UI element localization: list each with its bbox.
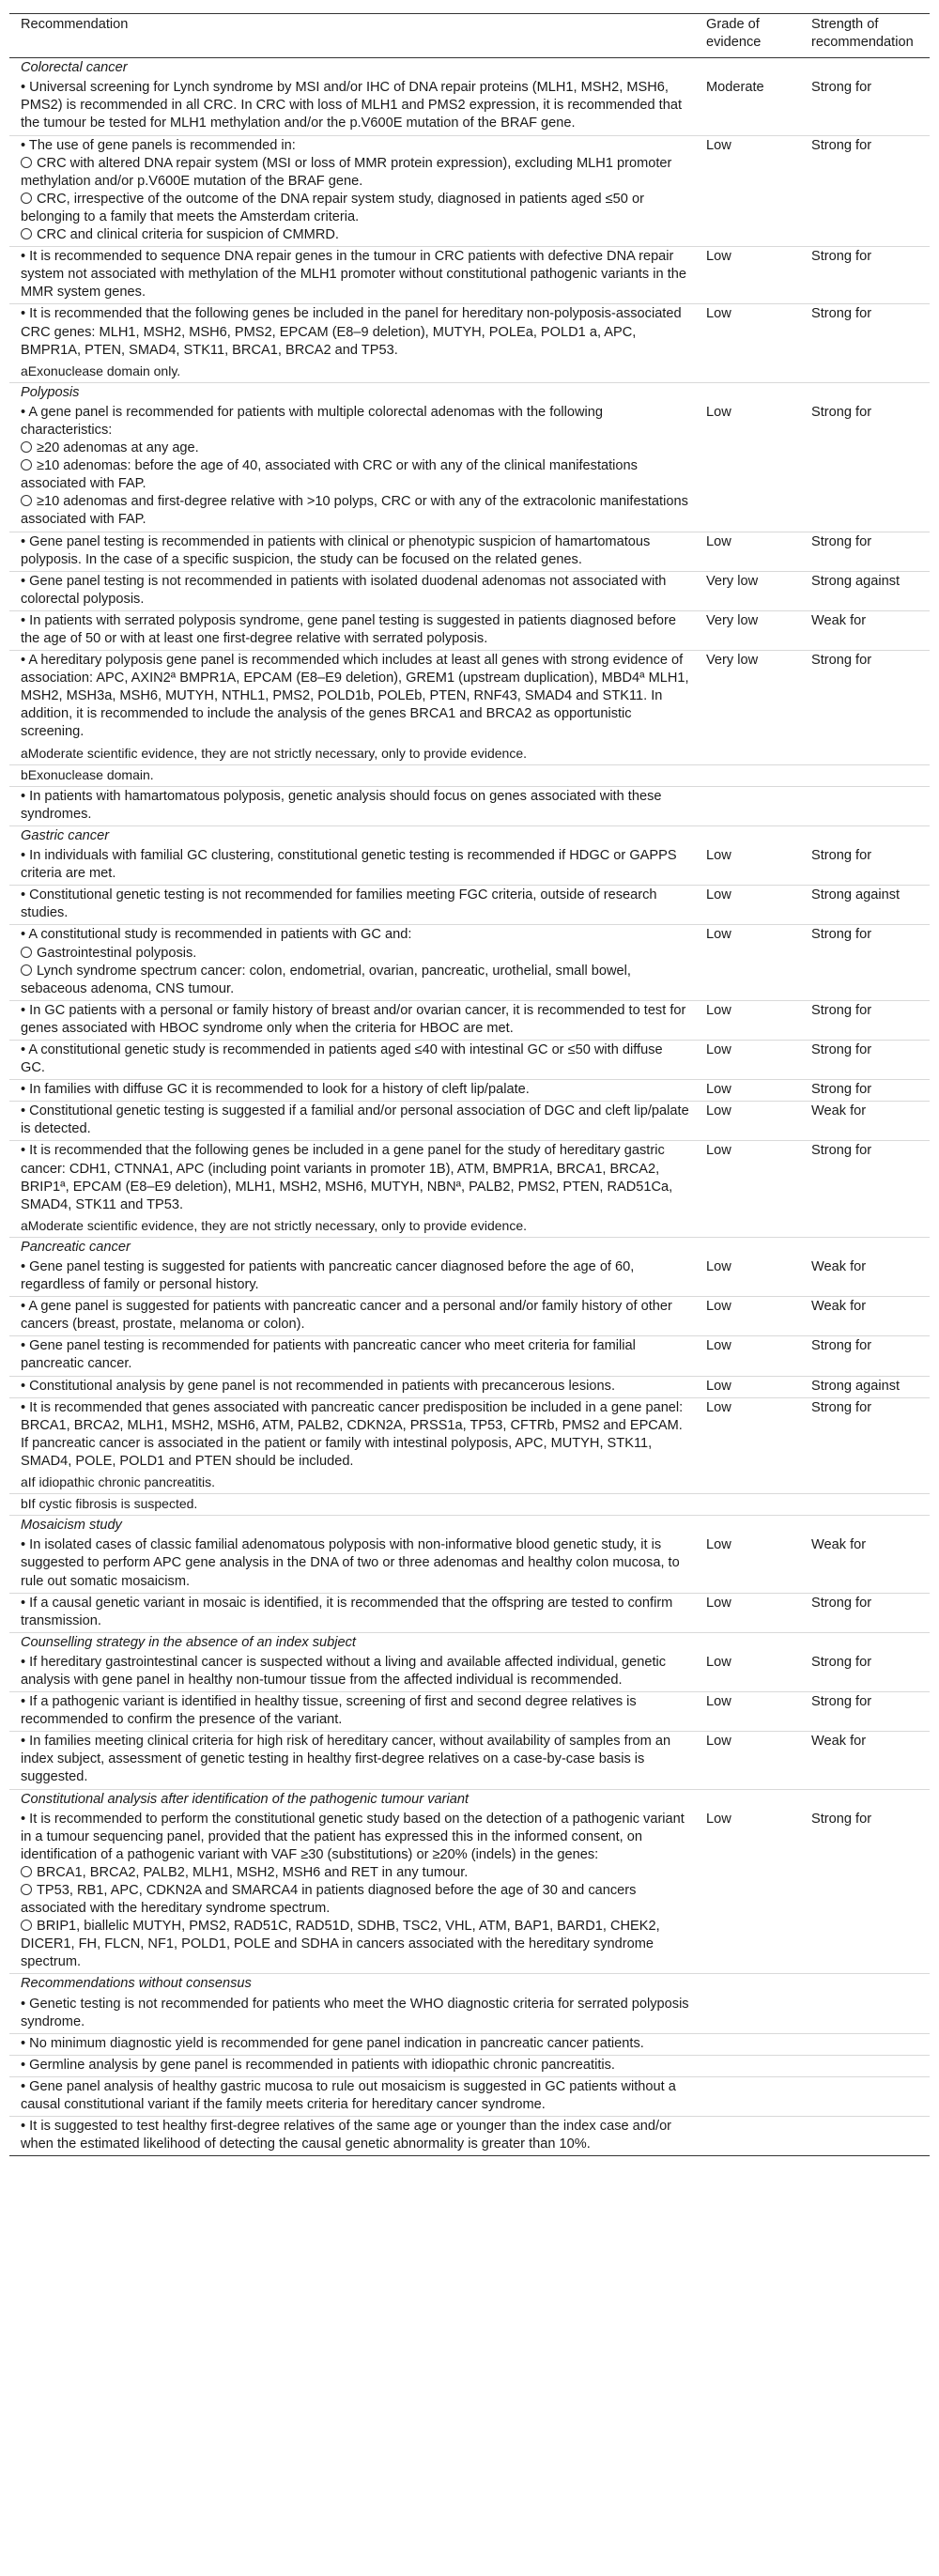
recommendation-row xyxy=(9,1141,930,1216)
grade-cell: Low xyxy=(695,1297,800,1336)
sub-item xyxy=(21,457,689,493)
recommendation-text: • It is recommended that genes associated with pancreatic cancer predisposition be included in a gene panel: BRCA1, BRCA2, MLH1, MSH2, MSH6, ATM, PALB2, CDKN2A, PRSS1a, TP53, CFTRb, PMS2 and EPCAM. If pancreatic cancer is associated in the patient or family with intestinal polyposis, APC, MUTYH, STK11, SMAD4, POLE, POLD1 and PTEN should be included. xyxy=(21,1399,684,1469)
circle-bullet-icon xyxy=(21,459,32,470)
grade-cell: Low xyxy=(706,1143,731,1159)
recommendation-text: • Genetic testing is not recommended for patients who meet the WHO diagnostic criteria for serrated polyposis syndrome. xyxy=(21,1996,689,2029)
recommendation-text: • Germline analysis by gene panel is recommended in patients with idiopathic chronic pancreatitis. xyxy=(21,2057,615,2073)
recommendation-cell xyxy=(9,1297,695,1336)
header-recommendation: Recommendation xyxy=(9,14,695,58)
section-heading-cell xyxy=(9,1789,930,1810)
sub-item-text: ≥10 adenomas and first-degree relative with >10 polyps, CRC or with any of the extracolonic manifestations associated with FAP. xyxy=(21,494,688,528)
recommendation-row xyxy=(9,1732,930,1789)
sub-item-text: ≥20 adenomas at any age. xyxy=(37,440,199,456)
recommendation-text: • A gene panel is recommended for patients with multiple colorectal adenomas with the following characteristics: xyxy=(21,404,604,438)
recommendation-text: • Constitutional analysis by gene panel is not recommended in patients with precancerous lesions. xyxy=(21,1378,615,1394)
strength-cell: Strong for xyxy=(800,78,930,135)
strength-cell xyxy=(800,2055,930,2076)
recommendation-cell xyxy=(9,1336,695,1376)
strength-cell: Weak for xyxy=(800,1297,930,1336)
strength-cell: Strong for xyxy=(800,532,930,571)
section-heading-row xyxy=(9,1974,930,1995)
recommendation-row xyxy=(9,2055,930,2076)
recommendation-text: • In families meeting clinical criteria for high risk of hereditary cancer, without availability of samples from an index subject, assessment of genetic testing in healthy first-degree relatives on a case-by-case basis is suggested. xyxy=(21,1734,671,1785)
recommendation-cell xyxy=(9,1040,695,1079)
grade-cell xyxy=(695,2055,800,2076)
circle-bullet-icon xyxy=(21,157,32,168)
header-strength: Strength of recommendation xyxy=(800,14,930,58)
sub-item-text: TP53, RB1, APC, CDKN2A and SMARCA4 in patients diagnosed before the age of 30 and cancers associated with the hereditary syndrome spectrum. xyxy=(21,1883,637,1917)
recommendation-row xyxy=(9,135,930,247)
section-heading: Constitutional analysis after identification of the pathogenic tumour variant xyxy=(21,1791,470,1807)
recommendation-text: • Universal screening for Lynch syndrome by MSI and/or IHC of DNA repair proteins (MLH1, MSH2, MSH6, PMS2) is recommended in all CRC. In CRC with loss of MLH1 and PMS2 expression, it is recommended that the tumour be tested for MLH1 methylation and/or the p.V600E mutation of the BRAF gene. xyxy=(21,80,683,131)
recommendation-cell xyxy=(9,403,695,532)
strength-cell: Weak for xyxy=(800,610,930,650)
sub-item-text: Gastrointestinal polyposis. xyxy=(37,945,197,961)
recommendation-row xyxy=(9,1000,930,1040)
strength-cell: Strong for xyxy=(800,403,930,532)
sub-item xyxy=(21,1864,689,1882)
recommendation-row xyxy=(9,651,930,744)
recommendation-row xyxy=(9,1102,930,1141)
recommendation-row xyxy=(9,1397,930,1473)
strength-cell: Strong for xyxy=(800,1336,930,1376)
section-heading-cell xyxy=(9,1974,930,1995)
recommendation-cell xyxy=(9,135,695,247)
strength-cell xyxy=(800,1995,930,2034)
strength-cell: Weak for xyxy=(800,1102,930,1141)
recommendation-cell xyxy=(9,2076,695,2116)
footnote-row xyxy=(9,744,930,765)
section-heading-cell xyxy=(9,382,930,403)
recommendation-cell xyxy=(9,304,695,362)
grade-cell: Low xyxy=(695,925,800,1000)
strength-cell: Strong for xyxy=(800,1593,930,1632)
section-heading-row xyxy=(9,1237,930,1257)
recommendation-text: • Gene panel testing is not recommended in patients with isolated duodenal adenomas not associated with colorectal polyposis. xyxy=(21,573,667,607)
recommendation-text: • Gene panel testing is suggested for patients with pancreatic cancer diagnosed before the age of 60, regardless of family or personal history. xyxy=(21,1259,635,1293)
recommendation-text: • Gene panel testing is recommended for patients with pancreatic cancer who meet criteria for familial pancreatic cancer. xyxy=(21,1338,636,1372)
strength-cell: Strong against xyxy=(800,1376,930,1397)
grade-cell: Low xyxy=(695,403,800,532)
recommendation-row xyxy=(9,1653,930,1692)
sub-item-text: CRC, irrespective of the outcome of the DNA repair system study, diagnosed in patients aged ≤50 or belonging to a family that meets the Amsterdam criteria. xyxy=(21,191,644,224)
recommendation-cell xyxy=(9,886,695,925)
circle-bullet-icon xyxy=(21,228,32,239)
recommendation-cell xyxy=(9,1397,695,1473)
strength-cell: Strong for xyxy=(811,306,872,322)
recommendation-text: • Constitutional genetic testing is suggested if a familial and/or personal association of DGC and cleft lip/palate is detected. xyxy=(21,1103,689,1137)
circle-bullet-icon xyxy=(21,947,32,958)
recommendation-row xyxy=(9,304,930,362)
grade-cell: Low xyxy=(695,1376,800,1397)
recommendation-row xyxy=(9,1257,930,1297)
strength-cell xyxy=(800,2076,930,2116)
strength-cell: Strong for xyxy=(800,135,930,247)
footnote: aModerate scientific evidence, they are not strictly necessary, only to provide evidence. xyxy=(9,1216,930,1238)
recommendation-cell xyxy=(9,1732,695,1789)
footnote-row xyxy=(9,362,930,383)
recommendation-text: • Gene panel analysis of healthy gastric mucosa to rule out mosaicism is suggested in GC patients without a causal constitutional variant if the family meets criteria for hereditary cancer syndrome. xyxy=(21,2078,676,2113)
recommendation-row xyxy=(9,925,930,1000)
recommendation-row xyxy=(9,1995,930,2034)
recommendation-row xyxy=(9,78,930,135)
recommendation-row xyxy=(9,846,930,886)
recommendation-text: • In families with diffuse GC it is recommended to look for a history of cleft lip/palate. xyxy=(21,1082,530,1098)
grade-cell: Very low xyxy=(706,653,759,669)
recommendation-cell xyxy=(9,571,695,610)
recommendation-cell xyxy=(9,1653,695,1692)
grade-cell: Very low xyxy=(695,571,800,610)
recommendation-cell xyxy=(9,2117,695,2156)
footnote: aExonuclease domain only. xyxy=(9,362,930,383)
circle-bullet-icon xyxy=(21,1866,32,1877)
recommendation-cell xyxy=(9,1995,695,2034)
recommendation-row xyxy=(9,786,930,825)
recommendation-row xyxy=(9,610,930,650)
circle-bullet-icon xyxy=(21,441,32,453)
strength-cell: Strong for xyxy=(800,1653,930,1692)
sub-item xyxy=(21,226,689,244)
circle-bullet-icon xyxy=(21,495,32,506)
strength-cell: Strong against xyxy=(800,571,930,610)
strength-cell xyxy=(800,2033,930,2055)
grade-cell: Low xyxy=(695,1000,800,1040)
recommendation-cell xyxy=(9,1102,695,1141)
strength-cell: Strong for xyxy=(800,1000,930,1040)
sub-item xyxy=(21,945,689,963)
footnote-row xyxy=(9,1494,930,1516)
grade-cell: Moderate xyxy=(695,78,800,135)
grade-cell: Low xyxy=(706,306,731,322)
grade-cell: Low xyxy=(695,1692,800,1732)
grade-cell: Very low xyxy=(695,610,800,650)
strength-cell: Weak for xyxy=(800,1732,930,1789)
sub-item-text: BRIP1, biallelic MUTYH, PMS2, RAD51C, RAD51D, SDHB, TSC2, VHL, ATM, BAP1, BARD1, CHEK2, DICER1, FH, FLCN, NF1, POLD1, POLE and SDHA in cancers associated with the hereditary syndrome spectrum. xyxy=(21,1919,660,1970)
recommendation-cell xyxy=(9,786,695,825)
recommendation-text: • A gene panel is suggested for patients with pancreatic cancer and a personal and/or family history of other cancers (breast, prostate, melanoma or colon). xyxy=(21,1299,672,1333)
grade-cell: Low xyxy=(695,532,800,571)
recommendation-row xyxy=(9,2033,930,2055)
sub-item xyxy=(21,155,689,191)
recommendation-row xyxy=(9,1593,930,1632)
strength-cell: Strong for xyxy=(800,1692,930,1732)
footnote-row xyxy=(9,764,930,786)
circle-bullet-icon xyxy=(21,1920,32,1931)
recommendation-cell xyxy=(9,1593,695,1632)
recommendation-cell xyxy=(9,2033,695,2055)
section-heading-row xyxy=(9,1516,930,1536)
sub-item xyxy=(21,440,689,457)
grade-cell xyxy=(695,2117,800,2156)
strength-cell: Strong for xyxy=(811,1143,872,1159)
grade-cell xyxy=(695,1995,800,2034)
strength-cell: Strong for xyxy=(800,1040,930,1079)
footnote-row xyxy=(9,1473,930,1494)
circle-bullet-icon xyxy=(21,964,32,976)
circle-bullet-icon xyxy=(21,193,32,204)
grade-cell: Low xyxy=(695,1732,800,1789)
section-heading: Pancreatic cancer xyxy=(21,1239,131,1255)
header-grade: Grade of evidence xyxy=(695,14,800,58)
recommendation-text: • In individuals with familial GC clustering, constitutional genetic testing is recommended if HDGC or GAPPS criteria are met. xyxy=(21,848,677,882)
grade-cell: Low xyxy=(695,1040,800,1079)
recommendation-row xyxy=(9,532,930,571)
recommendation-text: • It is recommended that the following genes be included in the panel for hereditary non-polyposis-associated CRC genes: MLH1, MSH2, MSH6, PMS2, EPCAM (E8–9 deletion), MUTYH, POLEa, POLD1 a, APC, BMPR1A, PTEN, SMAD4, STK11, BRCA1, BRCA2 and TP53. xyxy=(21,306,682,358)
section-heading-row xyxy=(9,382,930,403)
grade-cell: Low xyxy=(695,1653,800,1692)
section-heading: Recommendations without consensus xyxy=(21,1976,252,1992)
recommendation-cell xyxy=(9,651,695,744)
section-heading-row xyxy=(9,825,930,846)
recommendation-cell xyxy=(9,1376,695,1397)
grade-cell: Low xyxy=(695,1810,800,1974)
footnote: bIf cystic fibrosis is suspected. xyxy=(9,1494,930,1516)
grade-cell: Low xyxy=(695,1080,800,1102)
strength-cell: Weak for xyxy=(800,1257,930,1297)
recommendation-text: • A hereditary polyposis gene panel is recommended which includes at least all genes with strong evidence of association: APC, AXIN2ª BMPR1A, EPCAM (E8–E9 deletion), GREM1 (upstream duplication), MBD4ª MLH1, MSH2, MSH3a, MSH6, MUTYH, NTHL1, PMS2, POLD1b, POLEb, PTEN, RNF43, SMAD4 and STK11. In addition, it is recommended to include the analysis of the genes BRCA1 and BRCA2 as opportunistic screening. xyxy=(21,653,689,740)
section-heading: Colorectal cancer xyxy=(21,60,128,76)
recommendation-text: • The use of gene panels is recommended in: xyxy=(21,137,296,153)
strength-cell: Strong for xyxy=(800,846,930,886)
recommendation-text: • In GC patients with a personal or family history of breast and/or ovarian cancer, it is recommended to test for genes associated with HBOC syndrome only when the criteria for HBOC are met. xyxy=(21,1002,686,1036)
grade-cell xyxy=(695,2076,800,2116)
section-heading: Counselling strategy in the absence of an index subject xyxy=(21,1634,356,1650)
sub-item xyxy=(21,1882,689,1918)
sub-item xyxy=(21,191,689,226)
recommendation-text: • If a pathogenic variant is identified in healthy tissue, screening of first and second degree relatives is recommended to confirm the presence of the variant. xyxy=(21,1694,637,1728)
recommendation-text: • In patients with hamartomatous polyposis, genetic analysis should focus on genes associated with these syndromes. xyxy=(21,788,662,822)
sub-item-text: CRC and clinical criteria for suspicion of CMMRD. xyxy=(37,227,339,243)
section-heading: Gastric cancer xyxy=(21,827,110,843)
recommendations-table xyxy=(9,13,930,2156)
grade-cell: Low xyxy=(695,1535,800,1593)
recommendation-row xyxy=(9,1810,930,1974)
recommendation-row xyxy=(9,1297,930,1336)
sub-item-text: ≥10 adenomas: before the age of 40, associated with CRC or with any of the clinical manifestations associated with FAP. xyxy=(21,458,638,492)
recommendation-row xyxy=(9,571,930,610)
section-heading-row xyxy=(9,1632,930,1653)
section-heading-cell xyxy=(9,58,930,79)
recommendation-cell xyxy=(9,532,695,571)
recommendation-text: • It is recommended to sequence DNA repair genes in the tumour in CRC patients with defective DNA repair system not associated with methylation of the MLH1 promoter without constitutional pathogenic variants in the MMR system genes. xyxy=(21,249,686,301)
footnote-row xyxy=(9,1216,930,1238)
recommendation-row xyxy=(9,1040,930,1079)
strength-cell xyxy=(800,2117,930,2156)
recommendation-cell xyxy=(9,1535,695,1593)
recommendation-row xyxy=(9,247,930,304)
grade-cell: Low xyxy=(695,1257,800,1297)
recommendation-text: • If a causal genetic variant in mosaic is identified, it is recommended that the offspring are tested to confirm transmission. xyxy=(21,1595,673,1628)
grade-cell: Low xyxy=(695,1336,800,1376)
sub-item-text: CRC with altered DNA repair system (MSI or loss of MMR protein expression), excluding MLH1 promoter methylation and/or p.V600E mutation of the BRAF gene. xyxy=(21,155,672,189)
recommendation-row xyxy=(9,1692,930,1732)
circle-bullet-icon xyxy=(21,1884,32,1895)
recommendation-cell xyxy=(9,610,695,650)
recommendation-cell xyxy=(9,846,695,886)
section-heading: Mosaicism study xyxy=(21,1518,122,1534)
strength-cell: Strong for xyxy=(811,1399,872,1415)
strength-cell: Strong for xyxy=(800,1080,930,1102)
recommendation-cell xyxy=(9,1257,695,1297)
strength-cell: Strong against xyxy=(800,886,930,925)
grade-cell: Low xyxy=(695,886,800,925)
strength-cell: Strong for xyxy=(800,925,930,1000)
recommendation-row xyxy=(9,886,930,925)
section-heading-cell xyxy=(9,1237,930,1257)
grade-cell xyxy=(695,2033,800,2055)
section-heading-cell xyxy=(9,1516,930,1536)
recommendation-row xyxy=(9,403,930,532)
recommendation-text: • In isolated cases of classic familial adenomatous polyposis with non-informative blood genetic study, it is suggested to perform APC gene analysis in the DNA of two or three adenomas and healthy colon mucosa, to rule out somatic mosaicism. xyxy=(21,1537,680,1589)
footnote: aModerate scientific evidence, they are not strictly necessary, only to provide evidence. xyxy=(9,744,930,765)
section-heading-row xyxy=(9,58,930,79)
sub-item-text: BRCA1, BRCA2, PALB2, MLH1, MSH2, MSH6 and RET in any tumour. xyxy=(37,1864,469,1880)
recommendation-text: • A constitutional study is recommended in patients with GC and: xyxy=(21,927,412,943)
recommendation-row xyxy=(9,2076,930,2116)
section-heading-cell xyxy=(9,825,930,846)
section-heading-cell xyxy=(9,1632,930,1653)
recommendation-row xyxy=(9,1535,930,1593)
recommendation-row xyxy=(9,2117,930,2156)
sub-item xyxy=(21,493,689,529)
grade-cell: Low xyxy=(695,247,800,304)
strength-cell: Strong for xyxy=(800,1810,930,1974)
recommendation-cell xyxy=(9,78,695,135)
grade-cell: Low xyxy=(695,846,800,886)
recommendation-text: • It is recommended to perform the constitutional genetic study based on the detection of a pathogenic variant in a tumour sequencing panel, provided that the patient has expressed this in the informed consent, on identification of a pathogenic variant with VAF ≥30 (substitutions) or ≥20% (indels) in the genes: xyxy=(21,1811,685,1862)
recommendation-text: • Constitutional genetic testing is not recommended for families meeting FGC criteria, outside of research studies. xyxy=(21,887,657,921)
footnote: bExonuclease domain. xyxy=(9,764,930,786)
recommendation-cell xyxy=(9,1810,695,1974)
grade-cell: Low xyxy=(706,1399,731,1415)
strength-cell: Weak for xyxy=(800,1535,930,1593)
recommendation-cell xyxy=(9,1080,695,1102)
recommendation-text: • If hereditary gastrointestinal cancer is suspected without a living and available affected individual, genetic analysis with gene panel in healthy non-tumour tissue from the affected individual is recommended. xyxy=(21,1654,667,1688)
recommendation-text: • No minimum diagnostic yield is recommended for gene panel indication in pancreatic cancer patients. xyxy=(21,2035,644,2051)
recommendation-text: • A constitutional genetic study is recommended in patients aged ≤40 with intestinal GC or ≤50 with diffuse GC. xyxy=(21,1041,663,1076)
grade-cell: Low xyxy=(695,135,800,247)
sub-item xyxy=(21,963,689,998)
sub-item-text: Lynch syndrome spectrum cancer: colon, endometrial, ovarian, pancreatic, urothelial, small bowel, sebaceous adenoma, CNS tumour. xyxy=(21,963,631,996)
section-heading: Polyposis xyxy=(21,384,80,400)
recommendation-text: • Gene panel testing is recommended in patients with clinical or phenotypic suspicion of hamartomatous polyposis. In the case of a specific suspicion, the study can be focused on the related genes. xyxy=(21,533,651,567)
recommendation-text: • It is suggested to test healthy first-degree relatives of the same age or younger than the index case and/or when the estimated likelihood of detecting the causal genetic abnormality is greater than 10%. xyxy=(21,2119,672,2152)
recommendation-row xyxy=(9,1336,930,1376)
recommendation-text: • It is recommended that the following genes be included in a gene panel for the study of hereditary gastric cancer: CDH1, CTNNA1, APC (including point variants in promoter 1B), ATM, BMPR1A, BRCA1, BRCA2, BRIP1ª, EPCAM (E8–E9 deletion), MLH1, MSH2, MSH6, MUTYH, NBNª, PALB2, PMS2, PTEN, RAD51Ca, SMAD4, STK11 and TP53. xyxy=(21,1143,673,1212)
sub-item xyxy=(21,1918,689,1971)
recommendation-cell xyxy=(9,247,695,304)
recommendation-cell xyxy=(9,2055,695,2076)
table-header xyxy=(9,14,930,58)
recommendation-cell xyxy=(9,925,695,1000)
section-heading-row xyxy=(9,1789,930,1810)
recommendation-cell xyxy=(9,1000,695,1040)
grade-cell: Low xyxy=(695,1593,800,1632)
recommendation-row xyxy=(9,1376,930,1397)
strength-cell: Strong for xyxy=(811,653,872,669)
grade-cell xyxy=(695,786,800,825)
table-body xyxy=(9,58,930,2156)
recommendation-cell xyxy=(9,1141,695,1216)
recommendation-row xyxy=(9,1080,930,1102)
footnote: aIf idiopathic chronic pancreatitis. xyxy=(9,1473,930,1494)
recommendation-cell xyxy=(9,1692,695,1732)
recommendation-text: • In patients with serrated polyposis syndrome, gene panel testing is suggested in patients diagnosed before the age of 50 or with at least one first-degree relative with serrated polyposis. xyxy=(21,612,676,646)
strength-cell xyxy=(800,786,930,825)
grade-cell: Low xyxy=(695,1102,800,1141)
strength-cell: Strong for xyxy=(800,247,930,304)
